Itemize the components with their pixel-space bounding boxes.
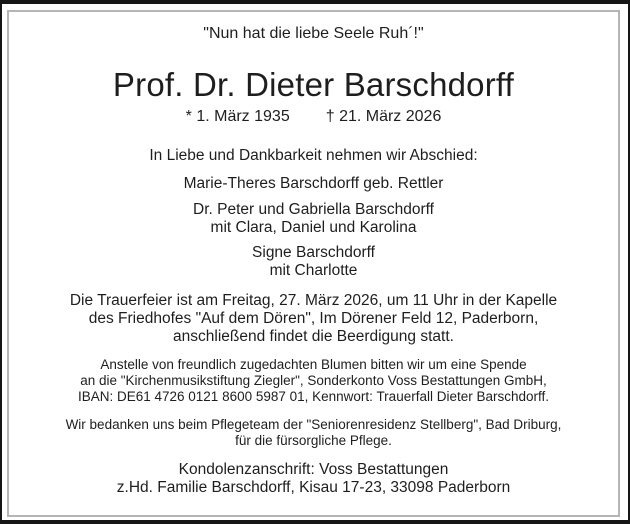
donation-request-line: IBAN: DE61 4726 0121 8600 5987 01, Kennwort: Trauerfall Dieter Barschdorff. xyxy=(77,389,550,404)
funeral-details-line: anschließend findet die Beerdigung statt. xyxy=(173,328,454,345)
deceased-name: Prof. Dr. Dieter Barschdorff xyxy=(112,66,515,103)
mourner-line: Dr. Peter und Gabriella Barschdorff xyxy=(193,201,434,218)
thanks-note-line: für die fürsorgliche Pflege. xyxy=(235,433,392,448)
notice-frame xyxy=(7,10,620,517)
donation-request-line: Anstelle von freundlich zugedachten Blumen bitten wir um eine Spende xyxy=(100,357,527,372)
mourner-group-son-family xyxy=(9,201,618,237)
mourner-line: mit Clara, Daniel und Karolina xyxy=(210,219,417,236)
mourner-line: Marie-Theres Barschdorff geb. Rettler xyxy=(183,175,444,192)
farewell-intro: In Liebe und Dankbarkeit nehmen wir Abschied: xyxy=(149,147,478,164)
funeral-details-line: Die Trauerfeier ist am Freitag, 27. März 2026, um 11 Uhr in der Kapelle xyxy=(69,292,558,309)
epitaph-quote: "Nun hat die liebe Seele Ruh´!" xyxy=(203,25,424,42)
mourner-group-daughter-family xyxy=(9,244,618,280)
thanks-note-line: Wir bedanken uns beim Pflegeteam der "Seniorenresidenz Stellberg", Bad Driburg, xyxy=(65,417,562,432)
mourner-group-wife xyxy=(9,175,618,193)
thanks-note xyxy=(9,417,618,449)
donation-request-line: an die "Kirchenmusikstiftung Ziegler", Sonderkonto Voss Bestattungen GmbH, xyxy=(80,373,547,388)
funeral-details-line: des Friedhofes "Auf dem Dören", Im Dörener Feld 12, Paderborn, xyxy=(88,310,539,327)
life-dates xyxy=(9,108,618,126)
mourner-line: mit Charlotte xyxy=(269,262,358,279)
condolence-address xyxy=(9,461,618,497)
donation-request xyxy=(9,357,618,405)
death-date: † 21. März 2026 xyxy=(325,108,442,125)
mourner-line: Signe Barschdorff xyxy=(252,244,375,261)
funeral-details xyxy=(9,292,618,346)
condolence-address-line: Kondolenzanschrift: Voss Bestattungen xyxy=(178,461,449,478)
condolence-address-line: z.Hd. Familie Barschdorff, Kisau 17-23, 33098 Paderborn xyxy=(116,479,511,496)
birth-date: * 1. März 1935 xyxy=(185,108,290,125)
